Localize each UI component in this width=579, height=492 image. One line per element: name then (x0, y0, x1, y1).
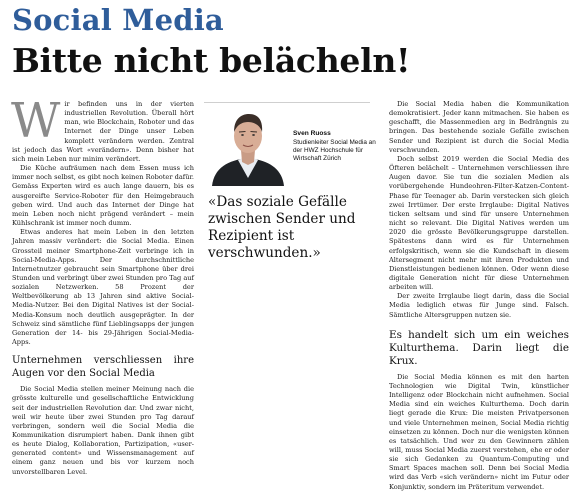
paragraph: Etwas anderes hat mein Leben in den letzten Jahren massiv verändert: die Social Media. Einen Grossteil meiner Smartphone-Zeit verbringe ich in Social-Media-Apps. Der durchschnittliche Internetnutzer gebraucht sein Smartphone über drei Stunden und verbringt über zwei Stunden pro Tag auf sozialen Netzwerken. 58 Prozent der Weltbevölkerung ab 13 Jahren sind aktive Social-Media-Nutzer. Bei den Digital Natives ist der Social-Media-Konsum noch deutlich ausgeprägter. In der Schweiz sind sämtliche fünf Lieblingsapps der jungen Generation der 14- bis 29-Jährigen Social-Media-Apps. (12, 228, 194, 347)
drop-cap: W (11, 93, 61, 149)
paragraph: Doch selbst 2019 werden die Social Media des Öfteren belächelt – Unternehmen verschliessen ihre Augen davor. Sie tun die sozialen Medien als vorübergehende Hundeohren-Filter-Katzen-Content-Phase für Teenager ab. Darin verstecken sich gleich zwei Irrtümer. Der erste Irrglaube: Digital Natives ticken seltsam und sind für unsere Unternehmen nicht so relevant. Die Digital Natives werden um 2020 die grösste Bevölkerungsgruppe darstellen. Spätestens dann wird es für Unternehmen erfolgskritisch, wenn sie die Kundschaft in diesem Altersegment nicht mehr mit ihren Produkten und Dienstleistungen bedienen können. Oder wenn diese digitale Generation nicht für diese Unternehmen arbeiten will. (389, 154, 569, 292)
kicker-title: Social Media (12, 3, 224, 37)
article-column-left (11, 93, 194, 477)
article-column-right (389, 100, 569, 492)
author-bio: Studienleiter Social Media an der HWZ Hochschule für Wirtschaft Zürich (293, 139, 376, 163)
paragraph: Die Küche aufräumen nach dem Essen muss ich immer noch selbst, es gibt noch keinen Roboter dafür. Gemäss Experten wird es auch lange dauern, bis es ausgereifte Service-Roboter für den Heimgebrauch geben wird. Und auch das Internet der Dinge hat mein Leben noch nicht prägend verändert – mein Kühlschrank ist immer noch dumm. (12, 164, 194, 228)
subheading: Es handelt sich um ein weiches Kulturthema. Darin liegt die Krux. (389, 328, 569, 367)
author-name: Sven Ruoss (293, 130, 331, 137)
divider (204, 102, 370, 103)
paragraph: Die Social Media können es mit den harten Technologien wie Digital Twin, künstlicher Intelligenz oder Blockchain nicht aufnehmen. Social Media sind ein weiches Kulturthema. Doch darin liegt gerade die Krux: Die meisten Privatpersonen und viele Unternehmen meinen, Social Media richtig einsetzen zu können. Doch nur die wenigsten können es tatsächlich. Und wer zu den Gewinnern zählen will, muss Social Media zuerst verstehen, ehe er oder sie sich Gedanken zu Quantum-Computing und Smart Spaces machen soll. Denn bei Social Media wird das Verb «sich verändern» nicht im Futur oder Konjunktiv, sondern im Präteritum verwendet. (389, 372, 569, 491)
pull-quote: «Das soziale Gefälle zwischen Sender und Rezipient ist verschwunden.» (208, 194, 356, 261)
paragraph-text: ir befinden uns in der vierten industriellen Revolution. Überall hört man, wie Blockchain, Roboter und das Internet der Dinge unser Leben komplett verändern werden. Zentral ist jedoch das Wort «verändern». Denn bisher hat sich mein Leben nur minim verändert. (12, 100, 194, 163)
author-portrait (206, 108, 290, 186)
paragraph: Die Social Media haben die Kommunikation demokratisiert. Jeder kann mitmachen. Sie haben es geschafft, die Massenmedien arg in Bedrängnis zu bringen. Das bestehende soziale Gefälle zwischen Sender und Rezipient ist durch die Social Media verschwunden. (389, 100, 569, 154)
paragraph: Der zweite Irrglaube liegt darin, dass die Social Media lediglich etwas für Junge sind. Falsch. Sämtliche Altersgruppen nutzen sie. (389, 292, 569, 319)
paragraph: Die Social Media stellen meiner Meinung nach die grösste kulturelle und gesellschaftliche Entwicklung seit der industriellen Revolution dar. Und zwar nicht, weil wir heute über zwei Stunden pro Tag darauf verbringen, sondern weil die Social Media die Kommunikation disrumpiert haben. Dank ihnen gibt es heute Dialog, Kollaboration, Partizipation, «user-generated content» und Wissensmanagement auf einem ganz neuen und bis vor kurzem noch unvorstellbaren Level. (12, 385, 194, 476)
headline: Bitte nicht belächeln! (12, 41, 411, 80)
paragraph (11, 93, 194, 164)
subheading: Unternehmen verschliessen ihre Augen vor den Social Media (12, 355, 194, 379)
